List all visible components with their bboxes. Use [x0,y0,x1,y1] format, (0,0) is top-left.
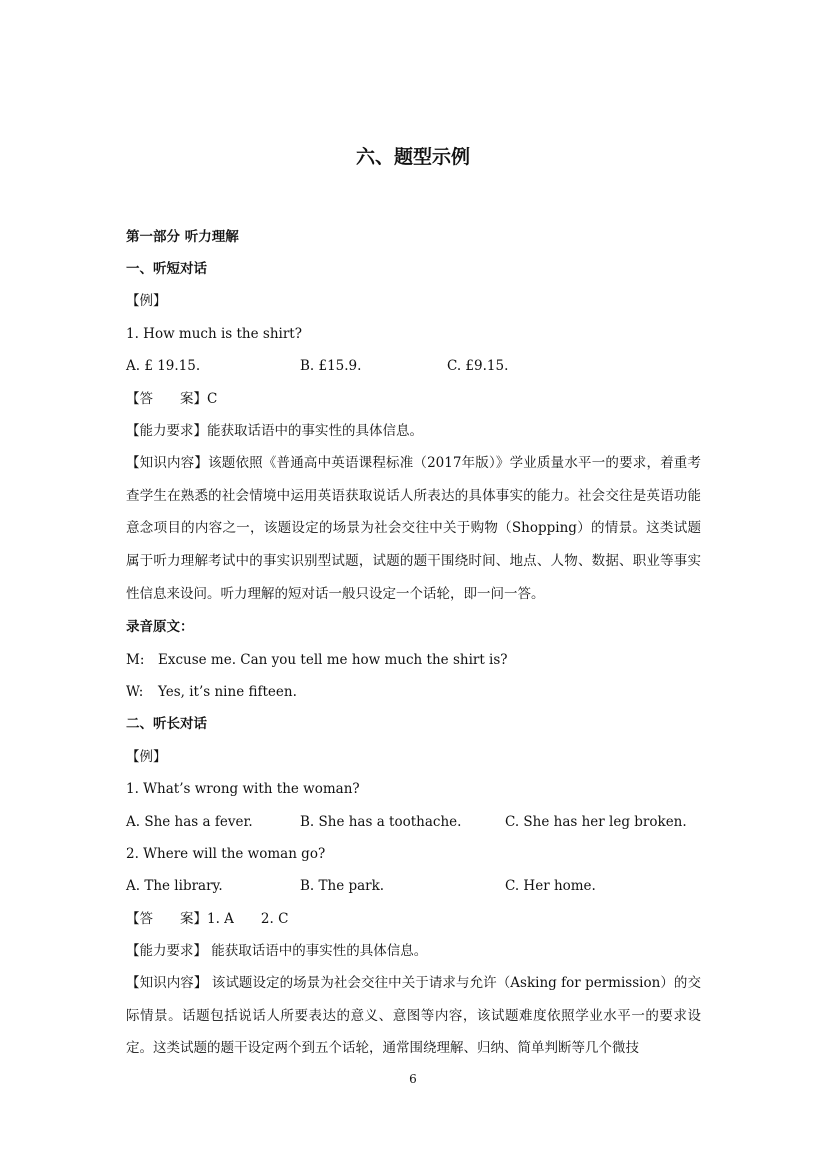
option-c: C. Her home. [505,878,596,894]
example-label: 【例】 [126,749,167,765]
speaker-label: W: [126,684,144,700]
question-text: 1. How much is the shirt? [126,326,302,342]
option-a: A. £ 19.15. [126,358,201,374]
option-c: C. £9.15. [447,358,509,374]
option-c: C. She has her leg broken. [505,814,687,830]
option-a: A. The library. [126,878,223,894]
part-heading: 第一部分 听力理解 [126,229,239,245]
option-a: A. She has a fever. [126,814,253,830]
knowledge-content-paragraph: 【知识内容】 该试题设定的场景为社会交往中关于请求与允许（Asking for permission）的交际情景。话题包括说话人所要表达的意义、意图等内容，该试题难度依照学业水平一的要求设定。这类试题的题干设定两个到五个话轮，通常围绕理解、归纳、简单判断等几个微技 [126,975,701,1057]
transcript-line [126,682,297,702]
answer-line: 【答 案】C [126,391,218,407]
question-text: 2. Where will the woman go? [126,846,326,862]
ability-requirement: 【能力要求】 能获取话语中的事实性的具体信息。 [126,943,428,959]
example-label: 【例】 [126,293,167,309]
speaker-label: M: [126,652,145,668]
answer-line: 【答 案】1. A 2. C [126,911,289,927]
page-number: 6 [409,1072,417,1086]
page-title: 六、题型示例 [355,146,470,168]
option-b: B. £15.9. [300,358,362,374]
transcript-heading: 录音原文： [126,619,194,635]
transcript-line [126,650,508,670]
transcript-text: Yes, it’s nine fifteen. [158,684,297,700]
ability-requirement: 【能力要求】能获取话语中的事实性的具体信息。 [126,423,423,439]
knowledge-content-paragraph: 【知识内容】该题依照《普通高中英语课程标准（2017年版）》学业质量水平一的要求，着重考查学生在熟悉的社会情境中运用英语获取说话人所表达的具体事实的能力。社会交往是英语功能意念项目的内容之一，该题设定的场景为社会交往中关于购物（Shopping）的情景。这类试题属于听力理解考试中的事实识别型试题，试题的题干围绕时间、地点、人物、数据、职业等事实性信息来设问。听力理解的短对话一般只设定一个话轮，即一问一答。 [126,455,701,602]
option-b: B. The park. [300,878,385,894]
option-b: B. She has a toothache. [300,814,462,830]
section-heading-long-dialogue: 二、听长对话 [126,716,207,732]
section-heading-short-dialogue: 一、听短对话 [126,261,207,277]
transcript-text: Excuse me. Can you tell me how much the shirt is? [158,652,508,668]
question-text: 1. What’s wrong with the woman? [126,781,360,797]
